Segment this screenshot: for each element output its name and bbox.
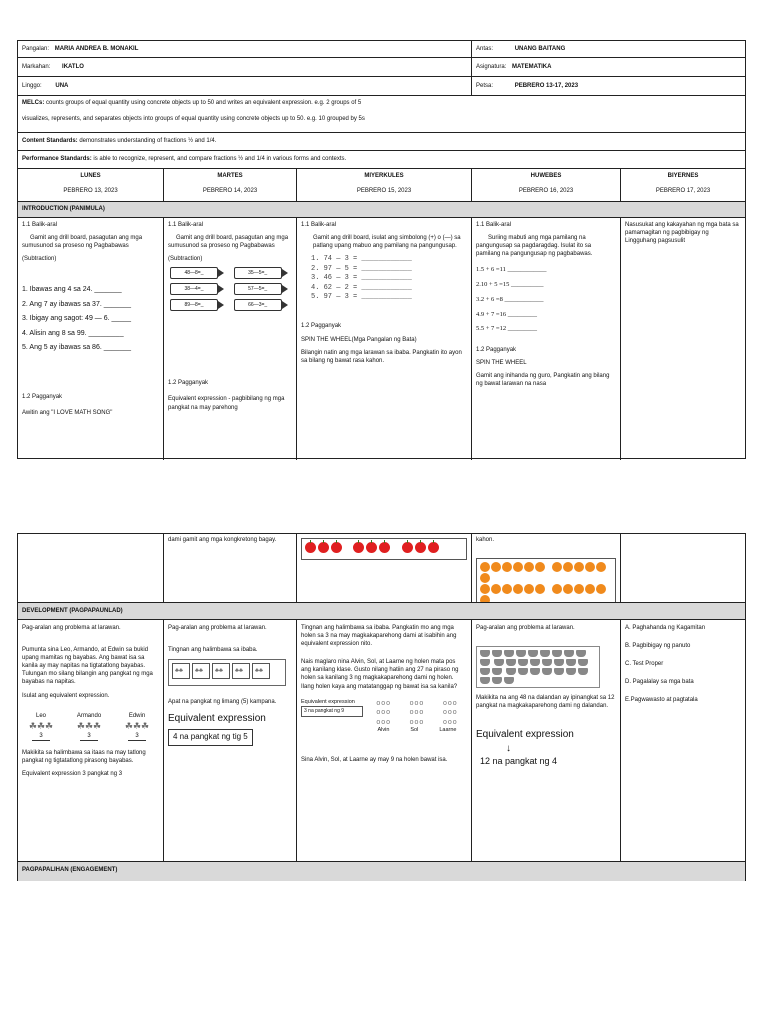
- tangerine-group-icon: [516, 650, 526, 657]
- intro-mon-item: 4. Alisin ang 8 sa 99. _________: [22, 329, 124, 337]
- orange-icon: [480, 595, 490, 602]
- dev-fri-step: B. Pagbibigay ng panuto: [625, 643, 691, 650]
- tangerine-group-icon: [506, 659, 516, 666]
- day-name-mon: LUNES: [80, 173, 101, 179]
- melcs-row: [18, 96, 745, 133]
- cont-thu-cell: [472, 534, 620, 602]
- child-name: Edwin: [128, 712, 146, 719]
- orange-icon: [585, 562, 595, 572]
- bell-group-icon: [192, 663, 210, 679]
- level-label: Antas:: [476, 46, 494, 52]
- down-arrow-icon: ↓: [506, 742, 511, 754]
- guava-group: [118, 712, 156, 741]
- tangerine-group-icon: [492, 677, 502, 684]
- marble-expression: [301, 699, 363, 717]
- tangerine-group-icon: [552, 650, 562, 657]
- child-name: Alvin: [377, 726, 390, 733]
- apple-icon: [305, 542, 316, 553]
- intro-wed-equation: 3. 46 — 3 = ____________: [311, 274, 412, 283]
- tangerine-group-icon: [506, 668, 516, 675]
- intro-thu-cell: [472, 218, 620, 460]
- intro-mon-motivation-heading: 1.2 Pagganyak: [22, 393, 63, 400]
- orange-icon: [552, 584, 562, 594]
- tangerine-group-icon: [540, 650, 550, 657]
- name-value: MARIA ANDREA B. MONAKIL: [54, 46, 139, 52]
- intro-thu-spin-title: SPIN THE WHEEL: [476, 360, 527, 367]
- dev-tue-eq-text: 4 na pangkat ng tig 5: [168, 729, 253, 746]
- intro-mon-item: 1. Ibawas ang 4 sa 24. _______: [22, 286, 122, 294]
- intro-mon-item: 2. Ang 7 ay ibawas sa 37. _______: [22, 300, 131, 308]
- intro-mon-subtraction: (Subtraction): [22, 256, 57, 263]
- guava-count: 3: [128, 732, 146, 741]
- dev-thu-observation: Makikita na ang 48 na dalandan ay ipinangkat sa 12 pangkat na magkakaparehong dami ng dalandan.: [476, 695, 615, 710]
- tangerine-group-icon: [480, 650, 490, 657]
- tangerine-group-icon: [530, 659, 540, 666]
- orange-icon: [535, 562, 545, 572]
- dev-tue-example: Tingnan ang halimbawa sa ibaba.: [168, 647, 258, 654]
- tangerine-group-icon: [504, 677, 514, 684]
- intro-mon-cell: [18, 218, 163, 460]
- apple-groups: [301, 538, 467, 560]
- guava-icon: ☘☘☘: [76, 720, 102, 731]
- tangerine-group-icon: [554, 659, 564, 666]
- tangerine-group-icon: [564, 650, 574, 657]
- tangerine-group-icon: [492, 668, 502, 675]
- day-name-tue: MARTES: [217, 173, 243, 179]
- tangerine-group-icon: [492, 650, 502, 657]
- melcs-text-2: visualizes, represents, and separates objects into groups of equal quantity using concrete objects up to 50. e.g. 10 grouped by 5s: [22, 116, 365, 123]
- intro-wed-instruction: Gamit ang drill board, isulat ang simbolong (+) o (—) sa patlang upang mabuo ang pamilang na pangungusap.: [313, 235, 461, 250]
- quarter-value: IKATLO: [62, 64, 84, 70]
- intro-wed-equations: [301, 255, 467, 302]
- tangerine-group-icon: [578, 659, 588, 666]
- guava-icon: ☘☘☘: [124, 720, 150, 731]
- day-date-wed: PEBRERO 15, 2023: [356, 188, 412, 195]
- guava-icon: ☘☘☘: [28, 720, 54, 731]
- tangerine-group-icon: [554, 668, 564, 675]
- engagement-title: PAGPAPALIHAN (ENGAGEMENT): [22, 867, 118, 873]
- dev-fri-cell: [621, 620, 745, 861]
- engagement-section-header: [18, 862, 745, 881]
- dev-thu-cell: [472, 620, 620, 861]
- child-name: Leo: [35, 712, 46, 719]
- intro-thu-motivation-heading: 1.2 Pagganyak: [476, 347, 517, 354]
- intro-thu-instruction: Suriing mabuti ang mga pamilang na pangungusap sa pagdaragdag. Isulat ito sa pamilang na pangungusap ng pagbabawas.: [476, 235, 593, 258]
- orange-icon: [502, 584, 512, 594]
- dev-tue-instruction: Pag-aralan ang problema at larawan.: [168, 625, 267, 631]
- tangerine-group-icon: [576, 650, 586, 657]
- tangerine-group-icon: [542, 668, 552, 675]
- dev-mon-instruction: Pag-aralan ang problema at larawan.: [22, 625, 121, 631]
- intro-thu-heading: 1.1 Balik-aral: [476, 222, 512, 228]
- intro-fri-cell: [621, 218, 745, 460]
- guava-count: 3: [80, 732, 98, 741]
- marble-groups: [367, 699, 467, 735]
- dev-fri-step: D. Pagalalay sa mga bata: [625, 679, 694, 686]
- lesson-plan-sheet-1: [17, 40, 746, 459]
- tangerine-group-icon: [480, 677, 490, 684]
- week-value: UNA: [55, 83, 69, 89]
- intro-wed-spin-title: SPIN THE WHEEL(Mga Pangalan ng Bata): [301, 336, 417, 343]
- bell-groups: [168, 659, 286, 686]
- performance-standards-label: Performance Standards:: [22, 156, 92, 162]
- intro-thu-equation: 3.2 + 6 =8 ____________: [476, 295, 544, 303]
- lesson-plan-sheet-2: [17, 533, 746, 881]
- intro-wed-cell: [297, 218, 471, 460]
- orange-icon: [552, 562, 562, 572]
- apple-icon: [402, 542, 413, 553]
- intro-thu-equations: [476, 266, 616, 334]
- introduction-content-row: [18, 218, 745, 460]
- melcs-label: MELCs:: [22, 100, 45, 106]
- tangerine-group-icon: [518, 668, 528, 675]
- intro-tue-instruction: Gamit ang drill board, pasagutan ang mga sumusunod sa proseso ng Pagbabawas: [168, 235, 289, 250]
- orange-icon: [524, 584, 534, 594]
- pencil-icon: 89—8=_: [170, 299, 218, 311]
- orange-icon: [596, 584, 606, 594]
- dev-mon-cell: [18, 620, 163, 861]
- intro-tue-motivation-text: Equivalent expression - pagbibilang ng mga pangkat na may parehong: [168, 396, 285, 411]
- bell-group-icon: [232, 663, 250, 679]
- orange-icon: [480, 584, 490, 594]
- day-date-mon: PEBRERO 13, 2023: [63, 188, 118, 195]
- pencil-icon: 38—4=_: [170, 283, 218, 295]
- dev-tue-description: Apat na pangkat ng limang (5) kampana.: [168, 699, 277, 706]
- guava-count: 3: [32, 732, 50, 741]
- dev-fri-step: A. Paghahanda ng Kagamitan: [625, 625, 706, 631]
- intro-wed-equation: 4. 62 — 2 = ____________: [311, 283, 412, 292]
- orange-icon: [513, 584, 523, 594]
- performance-standards-row: [18, 151, 745, 169]
- intro-mon-item: 5. Ang 5 ay ibawas sa 86. _______: [22, 344, 131, 352]
- header-row-quarter: [18, 58, 745, 77]
- introduction-section-header: [18, 202, 745, 218]
- orange-icon: [535, 584, 545, 594]
- tangerine-group-icon: [566, 659, 576, 666]
- tangerine-group-icon: [530, 668, 540, 675]
- cont-tue-text: dami gamit ang mga kongkretong bagay.: [168, 537, 277, 543]
- development-title: DEVELOPMENT (PAGPAPAUNLAD): [22, 608, 123, 614]
- dev-wed-problem: Nais maglaro nina Alvin, Sol, at Laarne ng holen mata pos ang kanilang klase. Gusto nilang hatiin ang 27 na piraso ng holen sa kanilang 3 ng magkakaparehong dami ng holen. Ilang holen kaya ang matatanggap ng bawat isa sa kanila?: [301, 659, 459, 690]
- apple-icon: [366, 542, 377, 553]
- dev-wed-instruction: Tingnan ang halimbawa sa ibaba. Pangkatin mo ang mga holen sa 3 na may magkakaparehong dami at isabihin ang equivalent expression nito.: [301, 625, 457, 648]
- orange-icon: [480, 573, 490, 583]
- child-name: Sol: [410, 726, 419, 733]
- content-standards-row: [18, 133, 745, 151]
- development-content-row: [18, 620, 745, 862]
- day-date-thu: PEBRERO 16, 2023: [518, 188, 574, 195]
- content-standards-label: Content Standards:: [22, 138, 78, 144]
- intro-mon-heading: 1.1 Balik-aral: [22, 222, 58, 228]
- marble-icon: ooo ooo ooo ooo ooo ooo ooo ooo ooo: [376, 699, 458, 726]
- orange-icon: [480, 562, 490, 572]
- level-value: UNANG BAITANG: [514, 46, 566, 52]
- apple-icon: [379, 542, 390, 553]
- introduction-title: INTRODUCTION (PANIMULA): [22, 206, 105, 212]
- apple-icon: [318, 542, 329, 553]
- intro-tue-motivation-heading: 1.2 Pagganyak: [168, 380, 209, 387]
- cont-thu-text: kahon.: [476, 537, 495, 543]
- guava-groups: [22, 712, 159, 741]
- day-name-wed: MIYERKULES: [364, 173, 404, 179]
- continuation-row: [18, 534, 745, 603]
- intro-wed-equation: 1. 74 — 3 = ____________: [311, 255, 412, 264]
- intro-thu-equation: 2.10 + 5 =15 __________: [476, 281, 544, 289]
- tangerine-group-icon: [480, 659, 490, 666]
- orange-icon: [502, 562, 512, 572]
- intro-thu-equation: 1.5 + 6 =11 ____________: [476, 266, 547, 274]
- child-name: Laarne: [439, 726, 457, 733]
- intro-fri-text: Nasusukat ang kakayahan ng mga bata sa pamamagitan ng pagbibigay ng Lingguhang pagsusulit: [625, 222, 739, 245]
- guava-group: [22, 712, 60, 741]
- orange-icon: [491, 562, 501, 572]
- intro-mon-motivation-text: Awitin ang "I LOVE MATH SONG": [22, 409, 113, 416]
- apple-icon: [353, 542, 364, 553]
- intro-mon-instruction: Gamit ang drill board, pasagutan ang mga sumusunod sa proseso ng Pagbabawas: [22, 235, 143, 250]
- tangerine-group-icon: [504, 650, 514, 657]
- dev-mon-expression: Equivalent expression 3 pangkat ng 3: [22, 771, 123, 778]
- orange-icon: [585, 584, 595, 594]
- dev-wed-eq-text: 3 na pangkat ng 9: [301, 706, 363, 717]
- day-name-thu: HUWEBES: [530, 173, 562, 179]
- orange-groups: [476, 558, 616, 602]
- orange-icon: [513, 562, 523, 572]
- development-section-header: [18, 603, 745, 620]
- day-date-tue: PEBRERO 14, 2023: [202, 188, 258, 195]
- dev-wed-cell: [297, 620, 471, 861]
- intro-tue-cell: [164, 218, 296, 460]
- dev-thu-eq-title: Equivalent expression: [476, 729, 574, 741]
- dev-mon-problem: Pumunta sina Leo, Armando, at Edwin sa bukid upang mamitas ng bayabas. Ang bawat isa sa kanila ay may napitas na tigtatatlong bayabas. Tulungan mo silang bilangin ang pangkat ng mga bayabas na napitas.: [22, 647, 153, 686]
- content-standards-text: demonstrates understanding of fractions ½ and 1/4.: [79, 138, 217, 144]
- pencil-icon: 35—5=_: [234, 267, 282, 279]
- week-label: Linggo:: [22, 83, 42, 89]
- guava-group: [70, 712, 108, 741]
- subject-value: MATEMATIKA: [512, 64, 552, 70]
- marble-illustration: [301, 699, 467, 735]
- melcs-text-1: counts groups of equal quantity using concrete objects up to 50 and writes an equivalent expression. e.g. 2 groups of 5: [46, 100, 362, 106]
- intro-thu-equation: 4.9 + 7 =16 _________: [476, 310, 537, 318]
- intro-wed-equation: 5. 97 — 3 = ____________: [311, 293, 412, 302]
- date-value: PEBRERO 13-17, 2023: [514, 83, 579, 89]
- header-row-week: [18, 77, 745, 96]
- bell-group-icon: [252, 663, 270, 679]
- performance-standards-text: is able to recognize, represent, and compare fractions ½ and 1/4 in various forms and contexts.: [93, 156, 347, 162]
- dev-wed-eq-title: Equivalent expression: [301, 698, 355, 705]
- tangerine-group-icon: [566, 668, 576, 675]
- intro-wed-heading: 1.1 Balik-aral: [301, 222, 337, 228]
- intro-tue-subtraction: (Subtraction): [168, 256, 203, 263]
- apple-icon: [428, 542, 439, 553]
- intro-wed-motivation-text: Bilangin natin ang mga larawan sa ibaba. Pangkatin ito ayon sa bilang ng bawat rasa kahon.: [301, 349, 462, 364]
- intro-thu-equation: 5.5 + 7 =12 _________: [476, 325, 537, 333]
- child-name: Armando: [76, 712, 102, 719]
- bell-group-icon: [212, 663, 230, 679]
- orange-icon: [491, 584, 501, 594]
- subject-label: Asignatura:: [476, 64, 507, 70]
- orange-icon: [574, 562, 584, 572]
- pencil-exercises: [168, 265, 292, 313]
- dev-tue-eq-title: Equivalent expression: [168, 713, 266, 725]
- apple-icon: [415, 542, 426, 553]
- dev-mon-task: Isulat ang equivalent expression.: [22, 692, 110, 699]
- tangerine-group-icon: [480, 668, 490, 675]
- pencil-icon: 48—8=_: [170, 267, 218, 279]
- bell-group-icon: [172, 663, 190, 679]
- dev-thu-eq-text: 12 na pangkat ng 4: [480, 756, 558, 767]
- intro-tue-heading: 1.1 Balik-aral: [168, 222, 204, 228]
- day-date-fri: PEBRERO 17, 2023: [655, 188, 711, 195]
- days-row: [18, 169, 745, 202]
- name-label: Pangalan:: [22, 46, 50, 52]
- orange-icon: [574, 584, 584, 594]
- tangerine-group-icon: [528, 650, 538, 657]
- dev-fri-step: C. Test Proper: [625, 661, 664, 668]
- dev-tue-cell: [164, 620, 296, 861]
- pencil-icon: 66—3=_: [234, 299, 282, 311]
- dev-wed-answer: Sina Alvin, Sol, at Laarne ay may 9 na holen bawat isa.: [301, 757, 448, 764]
- cont-wed-cell: [297, 534, 471, 602]
- date-label: Petsa:: [476, 83, 494, 89]
- tangerine-group-icon: [518, 659, 528, 666]
- tangerine-group-icon: [578, 668, 588, 675]
- intro-mon-item: 3. Ibigay ang sagot: 49 — 6. _____: [22, 315, 131, 323]
- pencil-icon: 57—5=_: [234, 283, 282, 295]
- apple-icon: [331, 542, 342, 553]
- orange-icon: [524, 562, 534, 572]
- intro-wed-equation: 2. 97 — 5 = ____________: [311, 264, 412, 273]
- orange-icon: [563, 562, 573, 572]
- orange-icon: [596, 562, 606, 572]
- dev-thu-instruction: Pag-aralan ang problema at larawan.: [476, 625, 575, 631]
- intro-thu-motivation-text: Gamit ang inihanda ng guro, Pangkatin ang bilang ng bawat larawan na nasa: [476, 373, 610, 388]
- tangerine-group-icon: [542, 659, 552, 666]
- intro-wed-motivation-heading: 1.2 Pagganyak: [301, 323, 342, 330]
- orange-icon: [563, 584, 573, 594]
- tangerine-group-icon: [494, 659, 504, 666]
- day-name-fri: BIYERNES: [667, 173, 699, 179]
- tangerine-groups: [476, 646, 600, 688]
- quarter-label: Markahan:: [22, 64, 51, 70]
- dev-mon-observation: Makikita sa halimbawa sa itaas na may tatlong pangkat ng tigtatatlong pirasong bayabas.: [22, 749, 146, 765]
- dev-fri-step: E.Pagwawasto at pagtatala: [625, 697, 698, 704]
- header-row-name: [18, 41, 745, 58]
